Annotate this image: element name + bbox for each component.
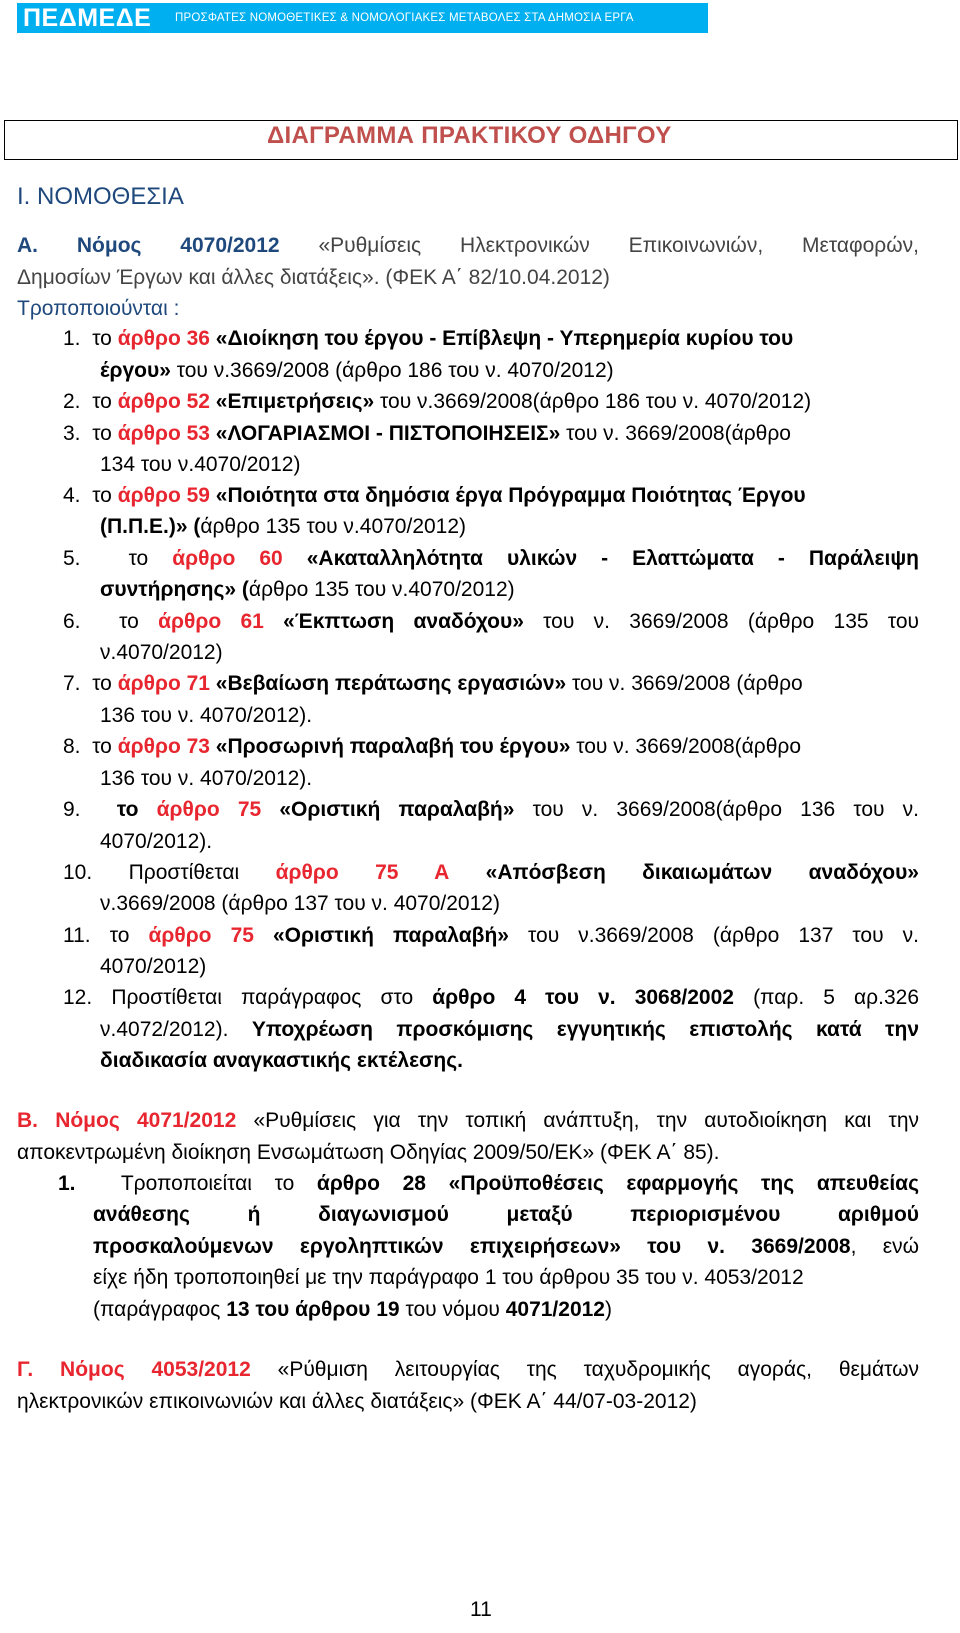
law-b-item-line5: (παράγραφος 13 του άρθρου 19 του νόμου 4071/2012) [93,1298,612,1321]
list-item-11: 11. το άρθρο 75 «Οριστική παραλαβή» του ν.3669/2008 (άρθρο 137 του ν. [63,924,919,947]
list-item-3: 3. το άρθρο 53 «ΛΟΓΑΡΙΑΣΜΟΙ - ΠΙΣΤΟΠΟΙΗΣΕΙΣ» του ν. 3669/2008(άρθρο [63,422,791,445]
list-item-12-cont: ν.4072/2012). Υποχρέωση προσκόμισης εγγυητικής επιστολής κατά την [100,1018,920,1041]
law-a-amended: Τροποποιούνται : [17,297,180,320]
list-item-12: 12. Προστίθεται παράγραφος στο άρθρο 4 του ν. 3068/2002 (παρ. 5 αρ.326 [63,986,919,1009]
law-c-line1: Γ. Νόμος 4053/2012 «Ρύθμιση λειτουργίας της ταχυδρομικής αγοράς, θεμάτων [17,1358,919,1381]
list-item-1-cont: έργου» του ν.3669/2008 (άρθρο 186 του ν. 4070/2012) [100,359,614,382]
list-item-10-cont: ν.3669/2008 (άρθρο 137 του ν. 4070/2012) [100,892,500,915]
list-item-10: 10. Προστίθεται άρθρο 75 Α «Απόσβεση δικαιωμάτων αναδόχου» [63,861,919,884]
list-item-5: 5. το άρθρο 60 «Ακαταλληλότητα υλικών - Ελαττώματα - Παράλειψη [63,547,919,570]
list-item-2: 2. το άρθρο 52 «Επιμετρήσεις» του ν.3669/2008(άρθρο 186 του ν. 4070/2012) [63,390,812,413]
law-a-line1 [17,230,919,262]
law-b-item-line1: 1. Τροποποιείται το άρθρο 28 «Προϋποθέσεις εφαρμογής της απευθείας [58,1172,919,1195]
list-item-1: 1. το άρθρο 36 «Διοίκηση του έργου - Επίβλεψη - Υπερημερία κυρίου του [63,327,794,350]
law-b-item-line3: προσκαλούμενων εργοληπτικών επιχειρήσεων» του ν. 3669/2008, ενώ [93,1235,919,1258]
list-item-6-cont: ν.4070/2012) [100,641,223,664]
header-subtitle: ΠΡΟΣΦΑΤΕΣ ΝΟΜΟΘΕΤΙΚΕΣ & ΝΟΜΟΛΟΓΙΑΚΕΣ ΜΕΤΑΒΟΛΕΣ ΣΤΑ ΔΗΜΟΣΙΑ ΕΡΓΑ [175,12,634,24]
list-item-6: 6. το άρθρο 61 «Έκπτωση αναδόχου» του ν. 3669/2008 (άρθρο 135 του [63,610,920,633]
law-c-line2: ηλεκτρονικών επικοινωνιών και άλλες διατάξεις» (ΦΕΚ Α΄ 44/07-03-2012) [17,1390,697,1413]
section-title: Ι. ΝΟΜΟΘΕΣΙΑ [17,183,184,210]
law-b-line1: Β. Νόμος 4071/2012 «Ρυθμίσεις για την τοπική ανάπτυξη, την αυτοδιοίκηση και την [17,1109,919,1132]
law-a-title: «Ρυθμίσεις Ηλεκτρονικών Επικοινωνιών, Μεταφορών, [318,234,919,257]
law-b-line2: αποκεντρωμένη διοίκηση Ενσωμάτωση Οδηγίας 2009/50/ΕΚ» (ΦΕΚ Α΄ 85). [17,1141,720,1164]
document-title-box [4,120,958,160]
law-a-label: Α. Νόμος 4070/2012 [17,234,280,257]
list-item-5-cont: συντήρησης» (άρθρο 135 του ν.4070/2012) [100,578,515,601]
list-item-9: 9. το άρθρο 75 «Οριστική παραλαβή» του ν. 3669/2008(άρθρο 136 του ν. [63,798,920,821]
list-item-4-cont: (Π.Π.Ε.)» (άρθρο 135 του ν.4070/2012) [100,515,467,538]
law-a-line2: Δημοσίων Έργων και άλλες διατάξεις». (ΦΕΚ Α΄ 82/10.04.2012) [17,266,610,289]
law-c-label: Γ. Νόμος 4053/2012 [17,1358,251,1381]
document-title: ΔΙΑΓΡΑΜΜΑ ΠΡΑΚΤΙΚΟΥ ΟΔΗΓΟΥ [267,122,672,149]
list-item-12-cont2: διαδικασία αναγκαστικής εκτέλεσης. [100,1049,463,1072]
list-item-8: 8. το άρθρο 73 «Προσωρινή παραλαβή του έργου» του ν. 3669/2008(άρθρο [63,735,802,758]
law-b-label: Β. Νόμος 4071/2012 [17,1109,237,1132]
list-item-9-cont: 4070/2012). [100,830,213,853]
brand-name: ΠΕΔΜΕΔΕ [23,3,152,32]
list-item-3-cont: 134 του ν.4070/2012) [100,453,301,476]
list-item-8-cont: 136 του ν. 4070/2012). [100,767,313,790]
header-banner [17,3,708,33]
list-item-4: 4. το άρθρο 59 «Ποιότητα στα δημόσια έργα Πρόγραμμα Ποιότητας Έργου [63,484,806,507]
list-item-11-cont: 4070/2012) [100,955,207,978]
law-b-item-line4: είχε ήδη τροποποιηθεί με την παράγραφο 1 του άρθρου 35 του ν. 4053/2012 [93,1266,804,1289]
page-number: 11 [470,1598,492,1621]
list-item-7: 7. το άρθρο 71 «Βεβαίωση περάτωσης εργασιών» του ν. 3669/2008 (άρθρο [63,672,803,695]
list-item-7-cont: 136 του ν. 4070/2012). [100,704,313,727]
law-b-item-line2: ανάθεσης ή διαγωνισμού μεταξύ περιορισμένου αριθμού [93,1203,919,1226]
